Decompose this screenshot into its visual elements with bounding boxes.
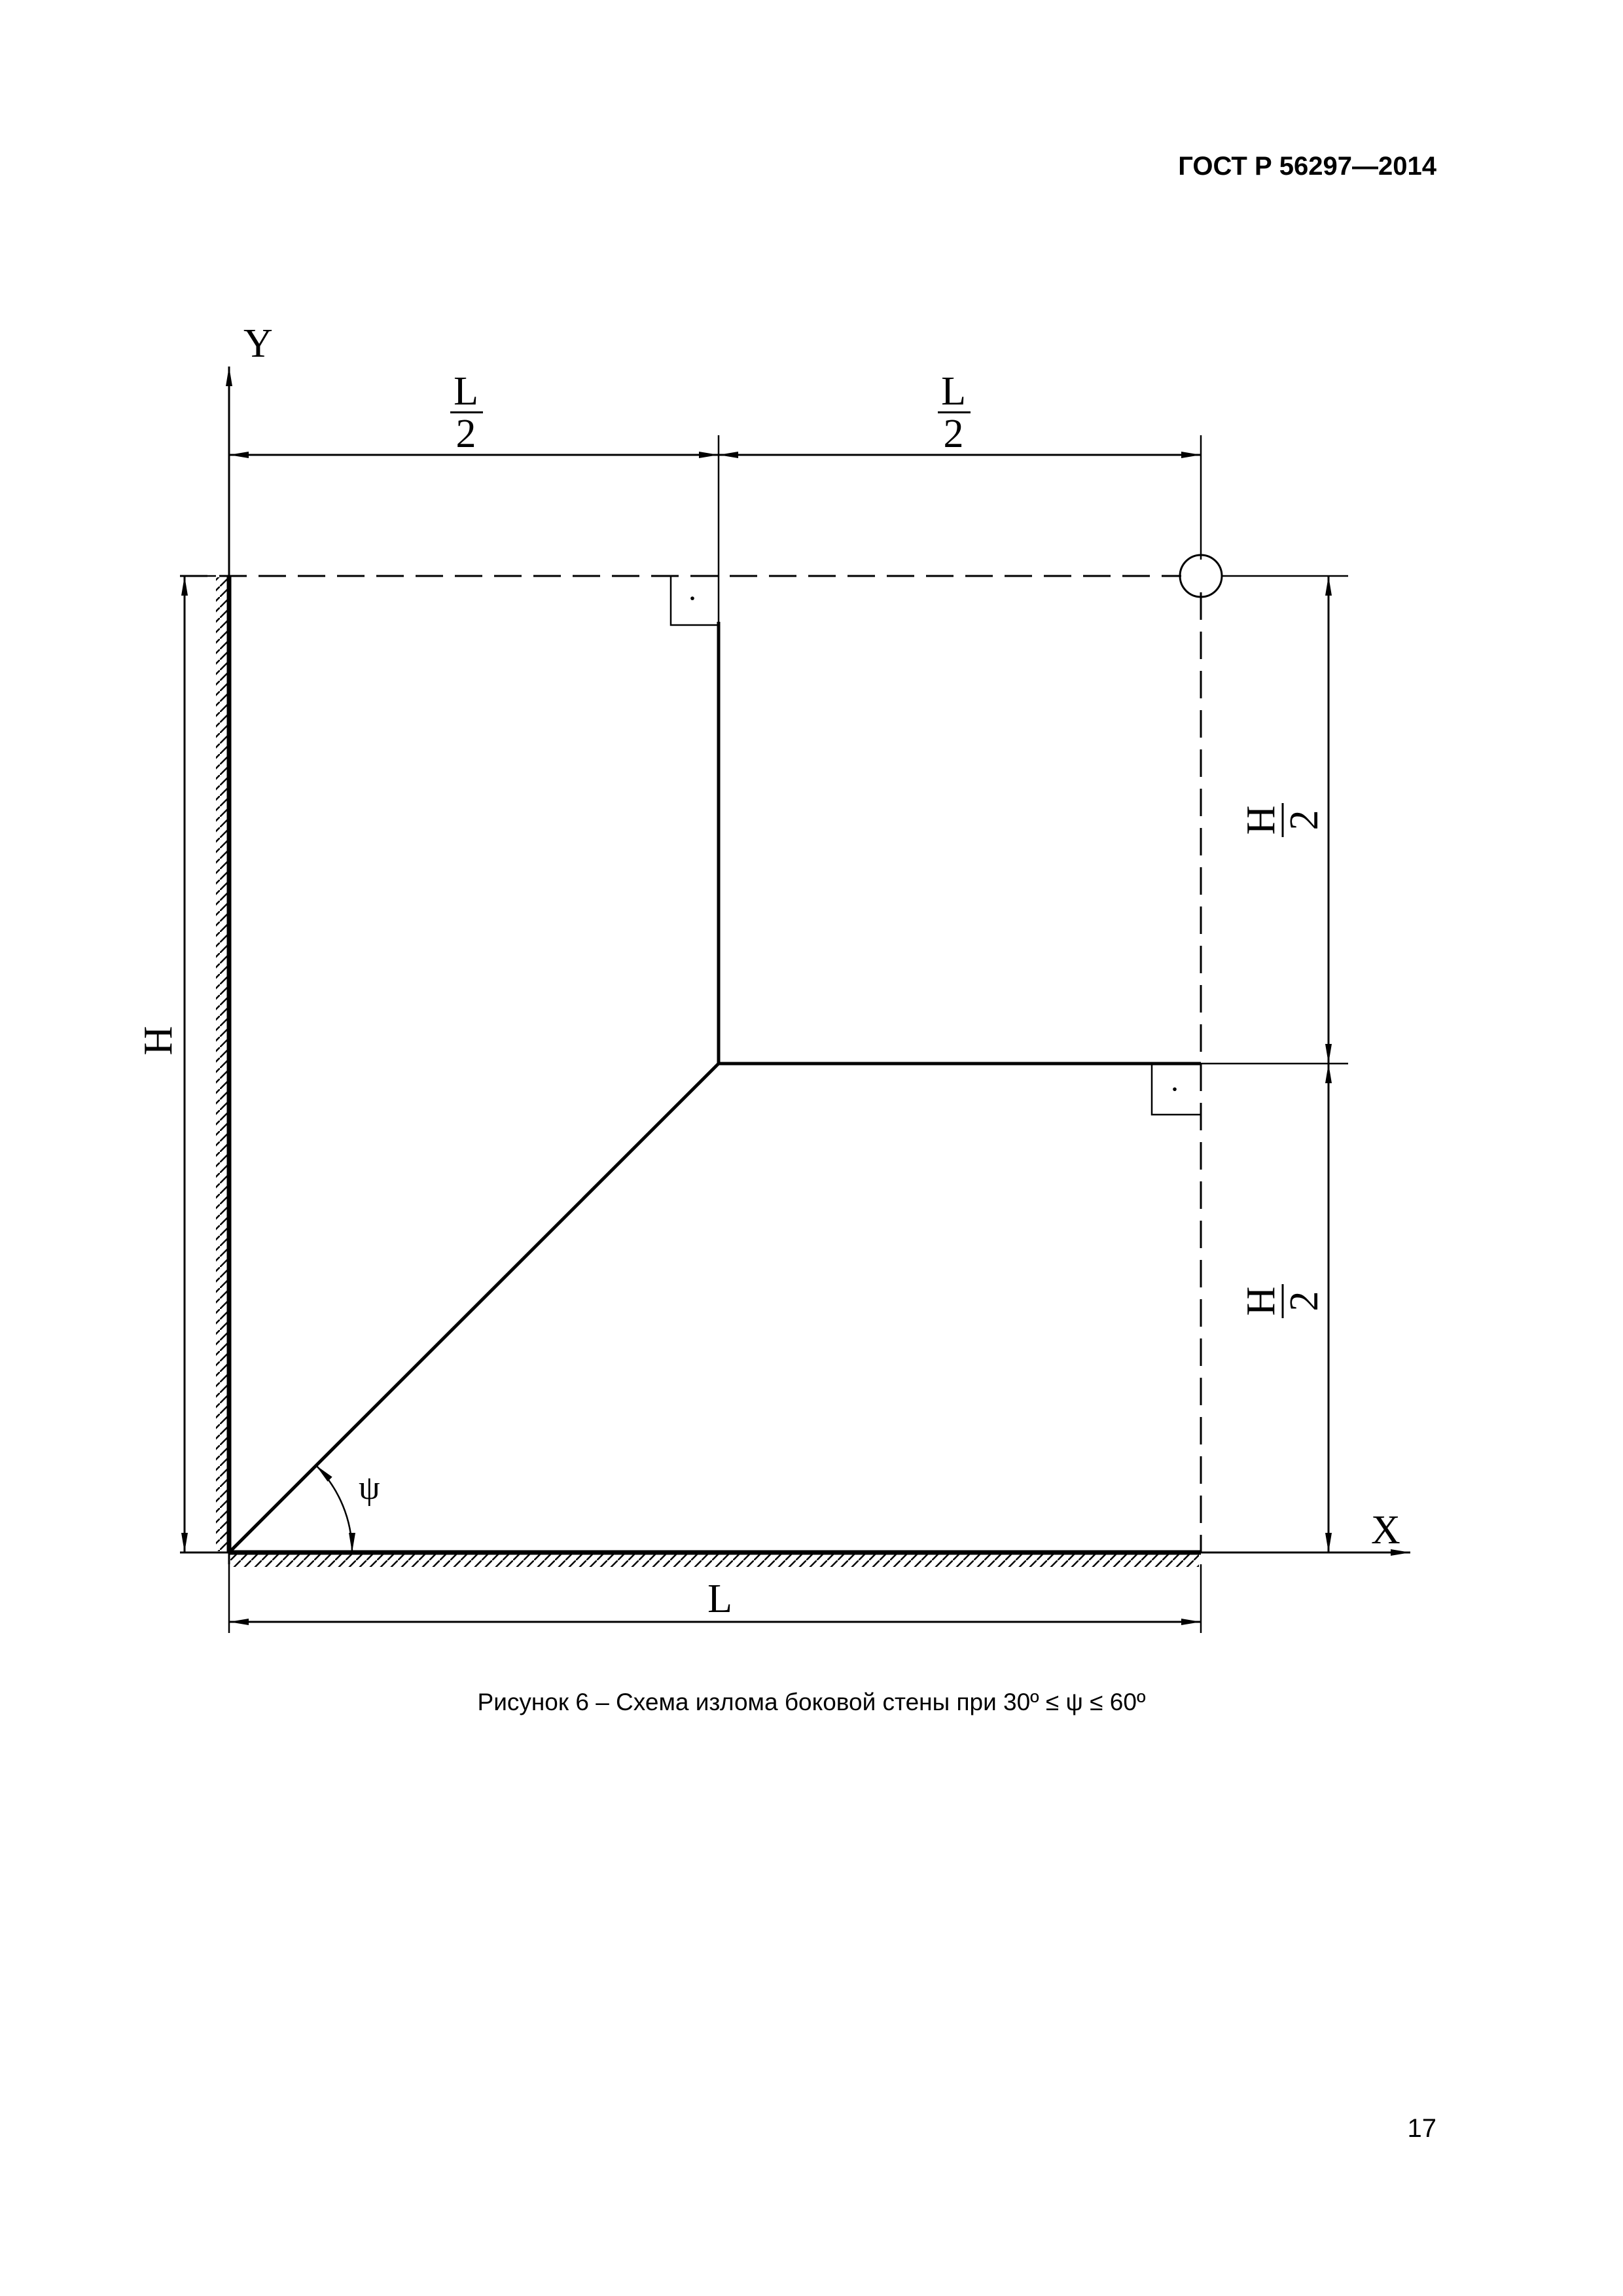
top-right-dimension-numerator: L bbox=[941, 369, 966, 414]
standard-code-header: ГОСТ Р 56297—2014 bbox=[1178, 152, 1436, 181]
y-axis-label: Y bbox=[243, 321, 273, 366]
corner-circle bbox=[1180, 555, 1222, 597]
diagonal-break-line bbox=[229, 1064, 719, 1552]
figure-caption: Рисунок 6 – Схема излома боковой стены при 30º ≤ ψ ≤ 60º bbox=[477, 1689, 1146, 1715]
lower-right-dimension-denominator: 2 bbox=[1282, 1291, 1327, 1312]
top-right-dimension-denominator: 2 bbox=[943, 412, 964, 456]
height-dimension-label: H bbox=[136, 1026, 181, 1056]
right-angle-dot-right: · bbox=[1169, 1072, 1180, 1107]
page-number: 17 bbox=[1407, 2114, 1436, 2143]
bottom-wall-hatching bbox=[230, 1554, 1199, 1567]
top-left-dimension-denominator: 2 bbox=[455, 412, 476, 456]
x-axis-label: X bbox=[1371, 1508, 1400, 1552]
upper-right-dimension-denominator: 2 bbox=[1282, 810, 1327, 831]
top-left-dimension-numerator: L bbox=[454, 369, 478, 414]
left-wall-hatching bbox=[216, 577, 228, 1551]
upper-right-dimension-numerator: H bbox=[1239, 805, 1283, 835]
right-angle-dot-top: · bbox=[687, 581, 698, 616]
angle-psi-arc bbox=[316, 1465, 352, 1552]
lower-right-dimension-numerator: H bbox=[1239, 1286, 1283, 1316]
angle-psi-label: ψ bbox=[359, 1469, 380, 1507]
length-dimension-label: L bbox=[707, 1577, 732, 1621]
